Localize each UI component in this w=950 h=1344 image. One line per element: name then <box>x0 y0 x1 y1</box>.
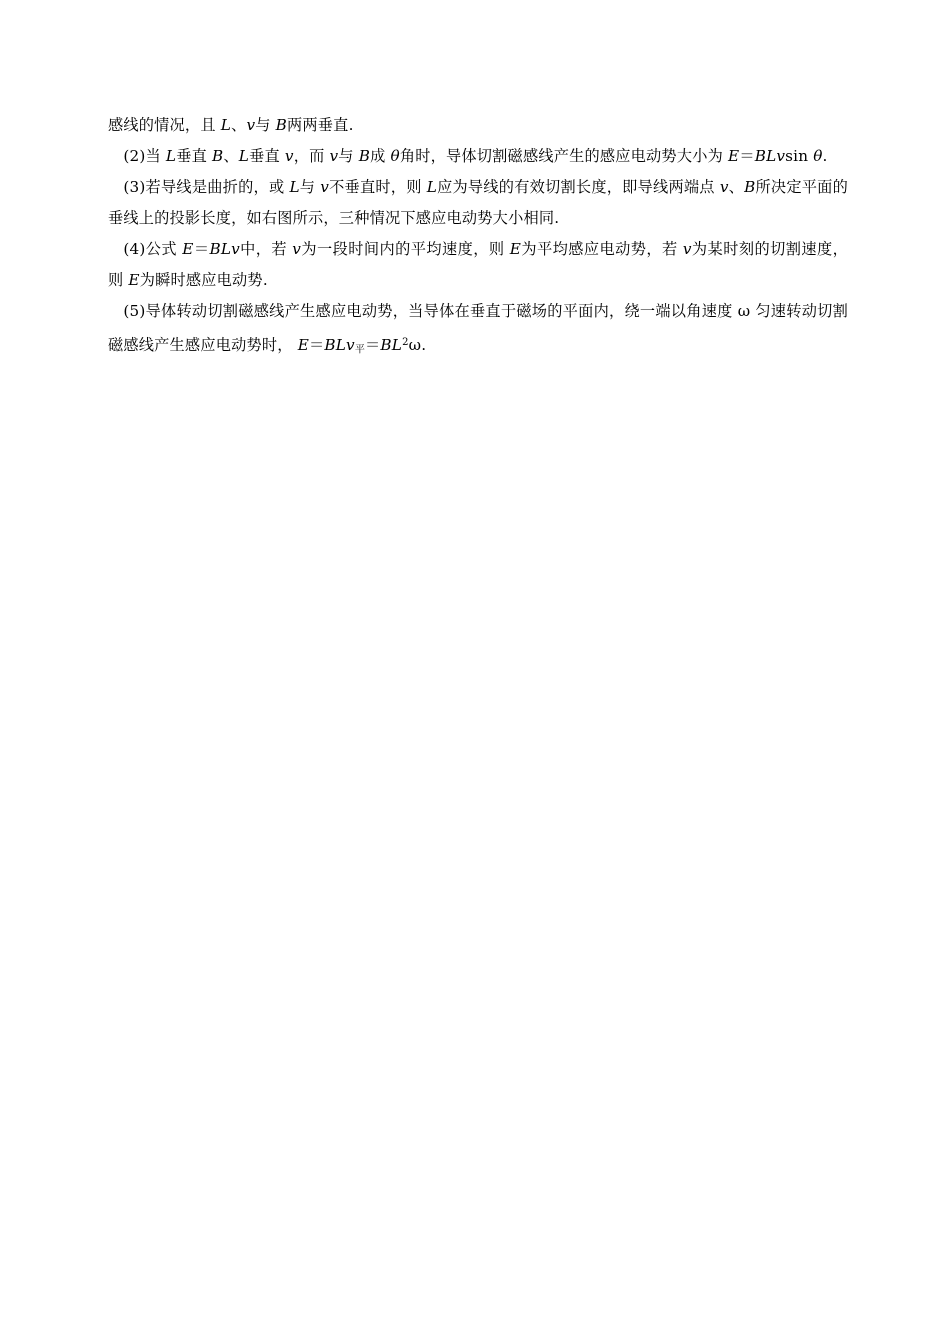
text-run: 垂直 <box>176 147 213 165</box>
symbol-L: L <box>165 147 177 165</box>
symbol-v: v <box>292 240 302 258</box>
symbol-L: L <box>220 116 232 134</box>
symbol-B: B <box>212 147 224 165</box>
symbol-v: v <box>329 147 339 165</box>
symbol-B: B <box>358 147 371 165</box>
paragraph-continuation <box>108 110 848 141</box>
text-run: 中，若 <box>239 240 293 258</box>
paragraph-item-3 <box>108 172 848 234</box>
text-run: 垂直 <box>249 147 285 165</box>
symbol-E: E <box>509 240 522 258</box>
text-run: (5)导体转动切割磁感线产生感应电动势，当导体在垂直于磁场的平面内，绕一端以角速度 ω 匀速转动切割磁感线产生感应电动势时， <box>108 302 848 354</box>
text-run: 两两垂直. <box>287 116 354 134</box>
document-body <box>108 110 848 366</box>
symbol-L: L <box>289 178 300 196</box>
formula-emf: E＝BLv <box>182 240 240 258</box>
formula-emf-sin: E＝BLvsin θ. <box>728 147 828 165</box>
symbol-L: L <box>426 178 438 196</box>
symbol-E: E <box>128 271 140 289</box>
text-run: 角时，导体切割磁感线产生的感应电动势大小为 <box>399 147 729 165</box>
paragraph-item-5 <box>108 296 848 366</box>
formula-rotating-emf: $E=BLv_平=BL^2\omega$. <box>297 336 427 356</box>
symbol-v: v <box>719 178 729 196</box>
symbol-B: B <box>744 178 756 196</box>
symbol-v: v <box>320 178 330 196</box>
text-run: 为一段时间内的平均速度，则 <box>301 240 510 258</box>
symbol-L: L <box>238 147 250 165</box>
text-run: 所决定平面的垂线上的投影长度，如右图所示，三种情况下感应电动势大小相同. <box>108 178 848 227</box>
text-run: (4)公式 <box>123 240 183 258</box>
text-run: 感线的情况，且 <box>108 116 221 134</box>
text-run: 成 <box>370 147 391 165</box>
text-run: 为某时刻的切割速度，则 <box>108 240 848 289</box>
text-run: (2)当 <box>123 147 166 165</box>
text-run: 应为导线的有效切割长度，即导线两端点 <box>437 178 720 196</box>
text-run: 为瞬时感应电动势. <box>139 271 268 289</box>
symbol-v: v <box>284 147 294 165</box>
text-run: 、 <box>728 178 745 196</box>
symbol-v: v <box>682 240 692 258</box>
text-run: 与 <box>338 147 359 165</box>
text-run: 与 <box>299 178 321 196</box>
text-run: ，而 <box>293 147 330 165</box>
text-run: 、 <box>231 116 247 134</box>
text-run: (3)若导线是曲折的，或 <box>123 178 290 196</box>
paragraph-item-4 <box>108 234 848 296</box>
symbol-B: B <box>275 116 288 134</box>
symbol-theta: θ <box>390 147 400 165</box>
text-run: 与 <box>255 116 276 134</box>
text-run: 为平均感应电动势，若 <box>521 240 683 258</box>
paragraph-item-2 <box>108 141 848 172</box>
symbol-v: v <box>246 116 256 134</box>
text-run: 、 <box>223 147 239 165</box>
text-run: 不垂直时，则 <box>329 178 427 196</box>
